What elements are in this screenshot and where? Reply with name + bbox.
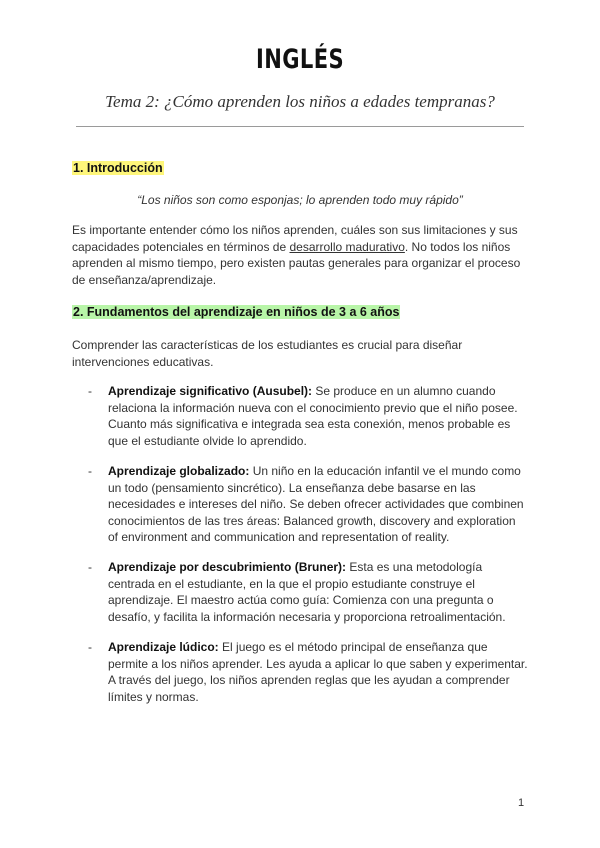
list-item — [88, 559, 528, 625]
list-item — [88, 463, 528, 546]
bullet-term: Aprendizaje por descubrimiento (Bruner): — [108, 560, 347, 574]
section-heading-fundamentos — [72, 305, 400, 319]
page-title: INGLÉS — [255, 44, 345, 75]
list-item — [88, 383, 528, 449]
bullet-text — [108, 463, 528, 546]
bullet-dash: - — [88, 384, 92, 398]
bullet-text — [108, 559, 528, 625]
bullet-term: Aprendizaje lúdico: — [108, 640, 219, 654]
bullet-dash: - — [88, 560, 92, 574]
bullet-description: Esta es una metodología centrada en el estudiante, en la que el propio estudiante construye el aprendizaje. El maestro actúa como guía: Comienza con una pregunta o desafío, y facilita la información necesaria y proporciona retroalimentación. — [108, 560, 506, 624]
section-heading-text: 2. Fundamentos del aprendizaje en niños de 3 a 6 años — [73, 305, 400, 319]
bullet-description: Un niño en la educación infantil ve el mundo como un todo (pensamiento sincrético). La enseñanza debe basarse en las necesidades e intereses del niño. Se deben ofrecer actividades que combinen conocimientos de las tres áreas: Balanced growth, discovery and exploration of environment and communication and representation of reality. — [108, 464, 524, 544]
bullet-dash: - — [88, 464, 92, 478]
list-item — [88, 639, 528, 705]
page-subtitle: Tema 2: ¿Cómo aprenden los niños a edades tempranas? — [105, 92, 495, 111]
underlined-term: desarrollo madurativo — [289, 239, 405, 254]
intro-paragraph-end: . No todos los niños aprenden al mismo tiempo, pero existen pautas generales para organizar el proceso de enseñanza/aprendizaje. — [72, 239, 521, 287]
bullet-description: Se produce en un alumno cuando relaciona la información nueva con el conocimiento previo que el niño posee. Cuanto más significativa e integrada sea esta conexión, menos probable es que el estudiante olvide lo aprendido. — [108, 384, 518, 448]
bullet-term: Aprendizaje significativo (Ausubel): — [108, 384, 313, 398]
fundamentos-intro: Comprender las características de los estudiantes es crucial para diseñar intervenciones educativas. — [72, 338, 463, 369]
section-heading-introduccion — [72, 161, 164, 175]
title-divider — [76, 126, 524, 127]
bullet-text — [108, 383, 528, 449]
section-heading-text: 1. Introducción — [73, 161, 163, 175]
intro-paragraph-start: Es importante entender cómo los niños aprenden, cuáles son sus limitaciones y sus capacidades potenciales en términos de — [72, 223, 518, 254]
bullet-description: El juego es el método principal de enseñanza que permite a los niños aprender. Les ayuda a aplicar lo que saben y experimentar. A través del juego, los niños aprenden reglas que les ayudan a comprender límites y normas. — [108, 640, 528, 704]
intro-quote: “Los niños son como esponjas; lo aprenden todo muy rápido” — [137, 193, 463, 207]
page-number: 1 — [518, 797, 525, 809]
bullet-term: Aprendizaje globalizado: — [108, 464, 250, 478]
bullet-text — [108, 639, 528, 705]
intro-paragraph — [72, 222, 532, 288]
bullet-dash: - — [88, 640, 92, 654]
